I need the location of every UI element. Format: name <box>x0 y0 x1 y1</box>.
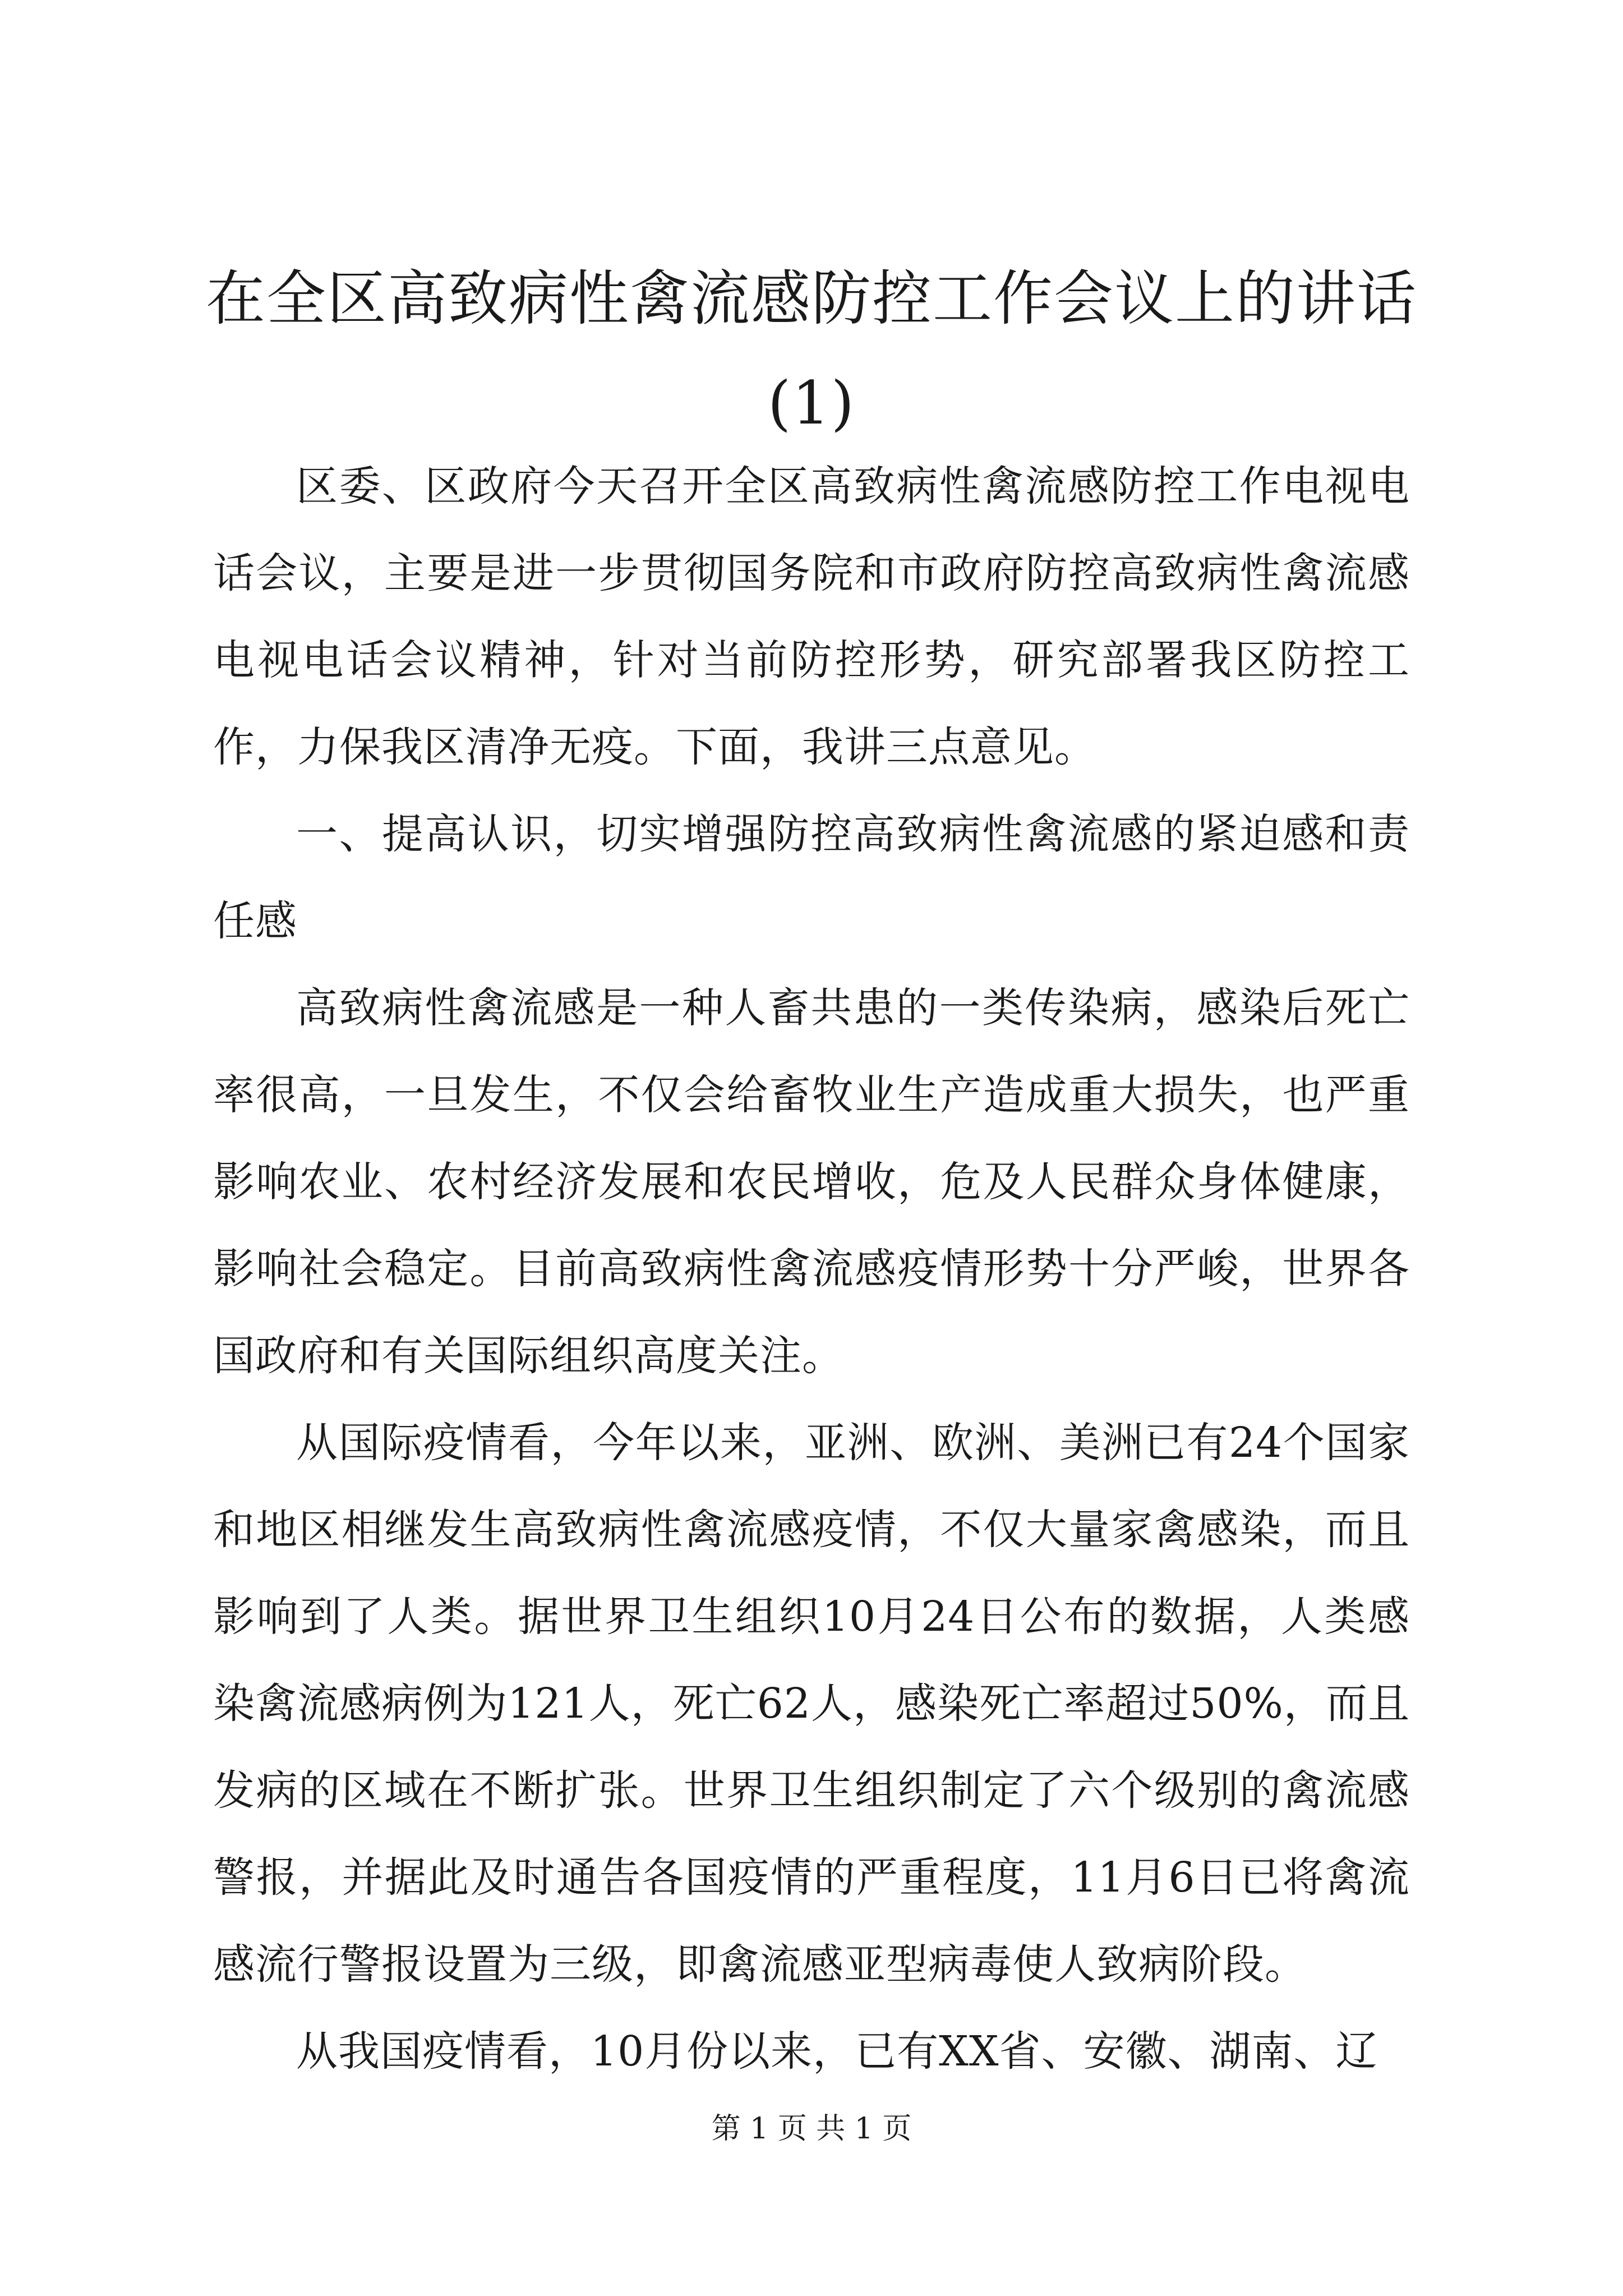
section-heading-1: 一、提高认识，切实增强防控高致病性禽流感的紧迫感和责任感 <box>213 810 1410 945</box>
document-body <box>213 443 1410 2095</box>
paragraph-domestic: 从我国疫情看，10月份以来，已有XX省、安徽、湖南、辽 <box>296 2027 1378 2076</box>
page-footer: 第 1 页 共 1 页 <box>711 2112 912 2146</box>
document-title: 在全区高致病性禽流感防控工作会议上的讲话(1) <box>206 264 1417 438</box>
paragraph-intro: 区委、区政府今天召开全区高致病性禽流感防控工作电视电话会议，主要是进一步贯彻国务院和市政府防控高致病性禽流感电视电话会议精神，针对当前防控形势，研究部署我区防控工作，力保我区清净无疫。下面，我讲三点意见。 <box>213 462 1410 771</box>
paragraph-international: 从国际疫情看，今年以来，亚洲、欧洲、美洲已有24个国家和地区相继发生高致病性禽流感疫情，不仅大量家禽感染，而且影响到了人类。据世界卫生组织10月24日公布的数据，人类感染禽流感病例为121人，死亡62人，感染死亡率超过50%，而且发病的区域在不断扩张。世界卫生组织制定了六个级别的禽流感警报，并据此及时通告各国疫情的严重程度，11月6日已将禽流感流行警报设置为三级，即禽流感亚型病毒使人致病阶段。 <box>213 1419 1410 1989</box>
paragraph-background: 高致病性禽流感是一种人畜共患的一类传染病，感染后死亡率很高，一旦发生，不仅会给畜牧业生产造成重大损失，也严重影响农业、农村经济发展和农民增收，危及人民群众身体健康，影响社会稳定。目前高致病性禽流感疫情形势十分严峻，世界各国政府和有关国际组织高度关注。 <box>213 984 1410 1380</box>
